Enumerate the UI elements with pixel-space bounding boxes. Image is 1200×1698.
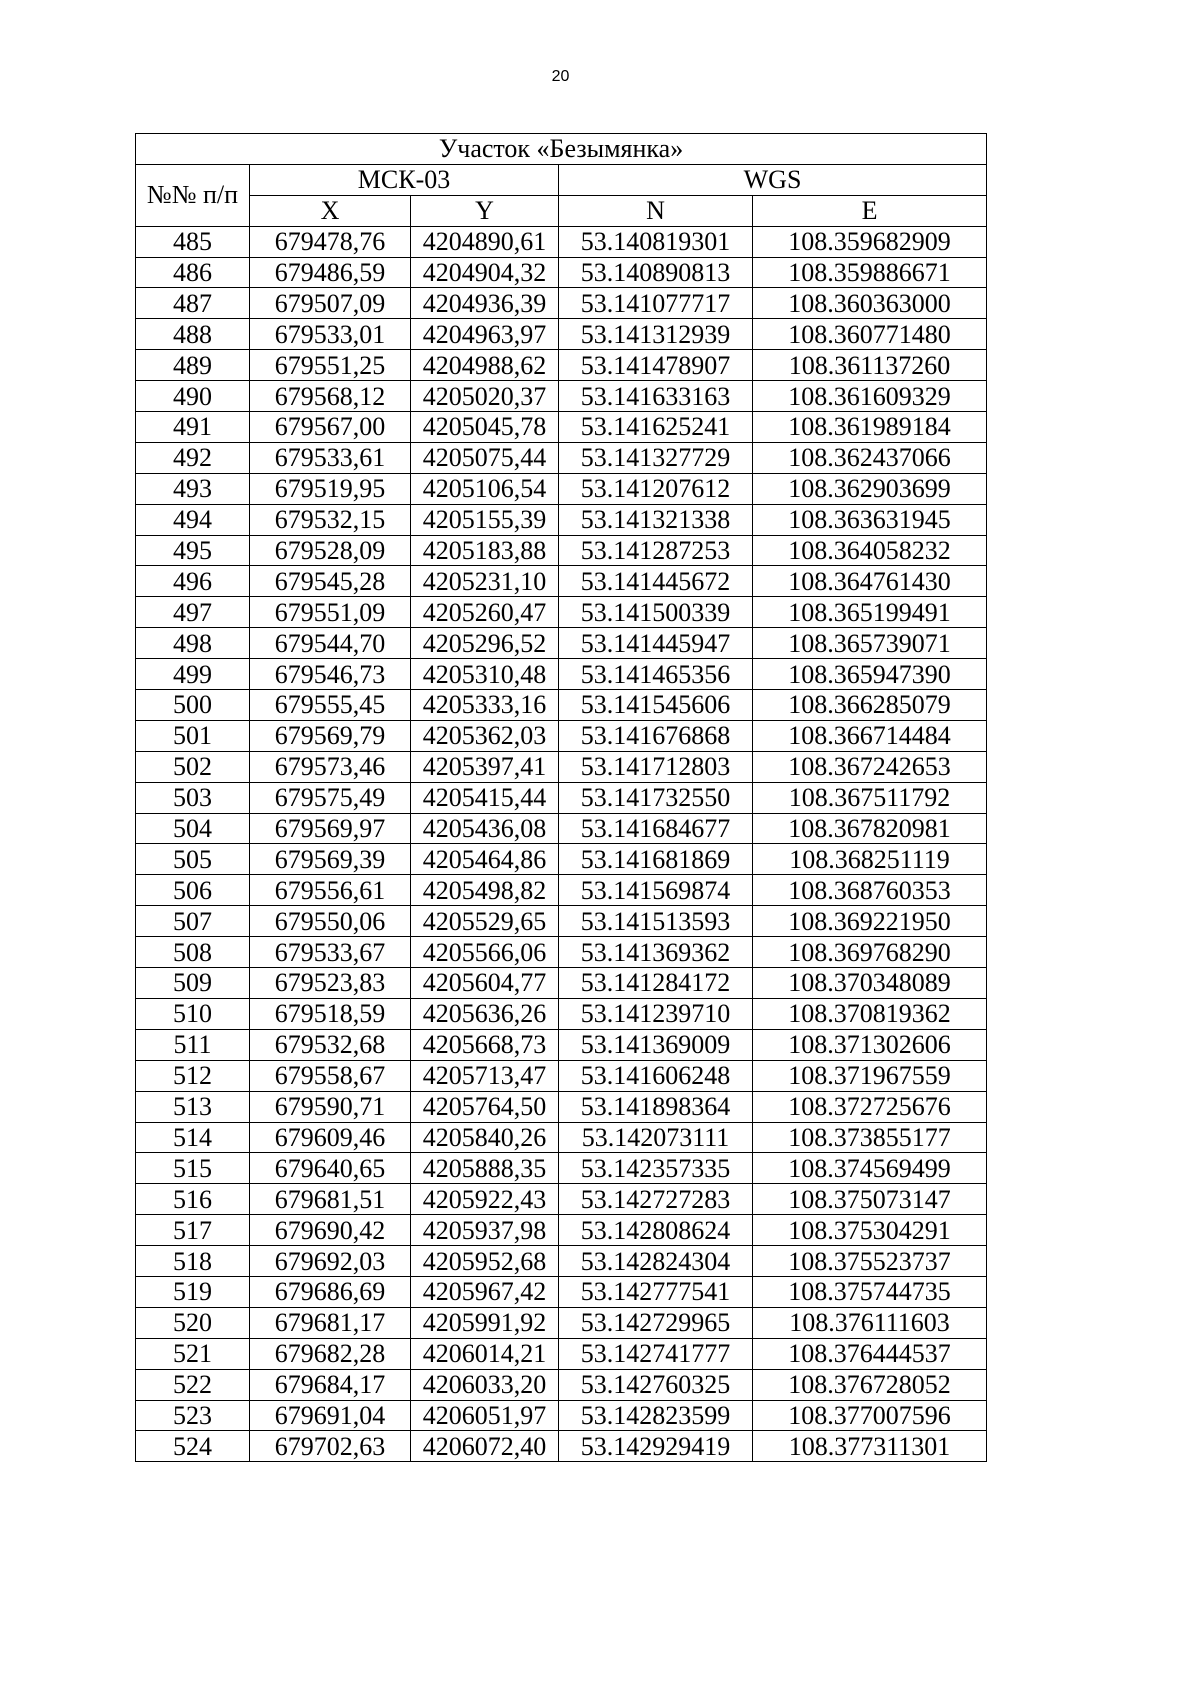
cell-msk-x: 679573,46 [250, 751, 411, 782]
cell-msk-x: 679609,46 [250, 1122, 411, 1153]
cell-wgs-e: 108.365947390 [753, 659, 987, 690]
cell-msk-x: 679640,65 [250, 1153, 411, 1184]
cell-msk-x: 679532,68 [250, 1029, 411, 1060]
cell-msk-y: 4205296,52 [411, 628, 559, 659]
table-row [136, 350, 987, 381]
cell-msk-y: 4204890,61 [411, 226, 559, 257]
table-row [136, 751, 987, 782]
cell-msk-x: 679533,01 [250, 319, 411, 350]
cell-point-number: 523 [136, 1400, 250, 1431]
cell-msk-y: 4205888,35 [411, 1153, 559, 1184]
cell-msk-x: 679569,79 [250, 720, 411, 751]
cell-wgs-e: 108.377007596 [753, 1400, 987, 1431]
cell-point-number: 524 [136, 1431, 250, 1462]
cell-msk-x: 679519,95 [250, 473, 411, 504]
cell-wgs-e: 108.365739071 [753, 628, 987, 659]
cell-wgs-e: 108.362437066 [753, 442, 987, 473]
cell-wgs-n: 53.141500339 [559, 597, 753, 628]
cell-wgs-e: 108.370819362 [753, 998, 987, 1029]
cell-msk-y: 4205333,16 [411, 690, 559, 721]
table-row [136, 1338, 987, 1369]
cell-wgs-n: 53.141239710 [559, 998, 753, 1029]
cell-msk-x: 679702,63 [250, 1431, 411, 1462]
table-row [136, 442, 987, 473]
cell-msk-x: 679569,39 [250, 844, 411, 875]
cell-msk-x: 679686,69 [250, 1276, 411, 1307]
table-row [136, 597, 987, 628]
cell-point-number: 489 [136, 350, 250, 381]
cell-wgs-e: 108.376728052 [753, 1369, 987, 1400]
cell-wgs-n: 53.142777541 [559, 1276, 753, 1307]
cell-point-number: 521 [136, 1338, 250, 1369]
table-row [136, 566, 987, 597]
header-msk: МСК-03 [250, 164, 559, 195]
cell-point-number: 516 [136, 1184, 250, 1215]
cell-wgs-e: 108.359682909 [753, 226, 987, 257]
cell-wgs-e: 108.361609329 [753, 381, 987, 412]
cell-msk-x: 679518,59 [250, 998, 411, 1029]
cell-wgs-e: 108.366714484 [753, 720, 987, 751]
cell-wgs-n: 53.141077717 [559, 288, 753, 319]
cell-point-number: 513 [136, 1091, 250, 1122]
cell-point-number: 487 [136, 288, 250, 319]
cell-wgs-n: 53.141681869 [559, 844, 753, 875]
header-wgs: WGS [559, 164, 987, 195]
cell-wgs-n: 53.141513593 [559, 906, 753, 937]
table-row [136, 1246, 987, 1277]
cell-msk-y: 4205075,44 [411, 442, 559, 473]
cell-point-number: 490 [136, 381, 250, 412]
cell-wgs-n: 53.141312939 [559, 319, 753, 350]
cell-msk-y: 4204936,39 [411, 288, 559, 319]
cell-wgs-e: 108.372725676 [753, 1091, 987, 1122]
cell-msk-x: 679590,71 [250, 1091, 411, 1122]
header-n: N [559, 195, 753, 226]
cell-msk-x: 679568,12 [250, 381, 411, 412]
cell-wgs-e: 108.367511792 [753, 782, 987, 813]
cell-point-number: 510 [136, 998, 250, 1029]
cell-wgs-n: 53.142808624 [559, 1215, 753, 1246]
cell-msk-x: 679478,76 [250, 226, 411, 257]
cell-msk-x: 679681,51 [250, 1184, 411, 1215]
cell-wgs-n: 53.142824304 [559, 1246, 753, 1277]
cell-msk-x: 679486,59 [250, 257, 411, 288]
cell-wgs-n: 53.141369362 [559, 937, 753, 968]
cell-point-number: 502 [136, 751, 250, 782]
cell-msk-y: 4206033,20 [411, 1369, 559, 1400]
table-row [136, 1029, 987, 1060]
cell-msk-y: 4205415,44 [411, 782, 559, 813]
cell-point-number: 496 [136, 566, 250, 597]
cell-msk-x: 679533,61 [250, 442, 411, 473]
cell-msk-y: 4204963,97 [411, 319, 559, 350]
cell-msk-y: 4206051,97 [411, 1400, 559, 1431]
cell-point-number: 517 [136, 1215, 250, 1246]
cell-point-number: 515 [136, 1153, 250, 1184]
table-row [136, 968, 987, 999]
cell-wgs-n: 53.141606248 [559, 1060, 753, 1091]
cell-point-number: 505 [136, 844, 250, 875]
cell-point-number: 499 [136, 659, 250, 690]
table-row [136, 875, 987, 906]
cell-point-number: 485 [136, 226, 250, 257]
cell-wgs-e: 108.370348089 [753, 968, 987, 999]
cell-point-number: 509 [136, 968, 250, 999]
table-row [136, 844, 987, 875]
cell-wgs-e: 108.368251119 [753, 844, 987, 875]
table-row [136, 628, 987, 659]
cell-point-number: 498 [136, 628, 250, 659]
cell-msk-x: 679523,83 [250, 968, 411, 999]
cell-wgs-e: 108.367242653 [753, 751, 987, 782]
cell-wgs-e: 108.364058232 [753, 535, 987, 566]
cell-wgs-n: 53.141369009 [559, 1029, 753, 1060]
table-header [136, 134, 987, 227]
cell-msk-x: 679551,25 [250, 350, 411, 381]
cell-wgs-n: 53.141898364 [559, 1091, 753, 1122]
cell-wgs-e: 108.376444537 [753, 1338, 987, 1369]
cell-wgs-e: 108.368760353 [753, 875, 987, 906]
table-row [136, 1215, 987, 1246]
table-row [136, 1369, 987, 1400]
cell-msk-y: 4205636,26 [411, 998, 559, 1029]
cell-msk-y: 4205713,47 [411, 1060, 559, 1091]
cell-msk-y: 4205106,54 [411, 473, 559, 504]
cell-msk-y: 4205045,78 [411, 412, 559, 443]
cell-msk-y: 4204904,32 [411, 257, 559, 288]
cell-wgs-n: 53.141207612 [559, 473, 753, 504]
cell-msk-y: 4205922,43 [411, 1184, 559, 1215]
table-body [136, 226, 987, 1462]
cell-wgs-e: 108.365199491 [753, 597, 987, 628]
cell-wgs-e: 108.363631945 [753, 504, 987, 535]
cell-msk-x: 679681,17 [250, 1307, 411, 1338]
table-title-row [136, 134, 987, 165]
cell-msk-x: 679691,04 [250, 1400, 411, 1431]
table-row [136, 998, 987, 1029]
cell-msk-y: 4205566,06 [411, 937, 559, 968]
cell-msk-x: 679555,45 [250, 690, 411, 721]
cell-wgs-n: 53.140819301 [559, 226, 753, 257]
cell-wgs-n: 53.142760325 [559, 1369, 753, 1400]
cell-msk-y: 4205183,88 [411, 535, 559, 566]
cell-point-number: 486 [136, 257, 250, 288]
cell-point-number: 507 [136, 906, 250, 937]
cell-msk-x: 679546,73 [250, 659, 411, 690]
cell-wgs-e: 108.364761430 [753, 566, 987, 597]
cell-point-number: 500 [136, 690, 250, 721]
cell-point-number: 491 [136, 412, 250, 443]
cell-msk-y: 4205260,47 [411, 597, 559, 628]
cell-wgs-e: 108.369768290 [753, 937, 987, 968]
table-row [136, 659, 987, 690]
table-row [136, 473, 987, 504]
cell-wgs-n: 53.142741777 [559, 1338, 753, 1369]
cell-wgs-e: 108.361989184 [753, 412, 987, 443]
cell-msk-x: 679684,17 [250, 1369, 411, 1400]
table-row [136, 906, 987, 937]
cell-wgs-e: 108.360363000 [753, 288, 987, 319]
table-row [136, 319, 987, 350]
cell-msk-y: 4206014,21 [411, 1338, 559, 1369]
cell-msk-y: 4205397,41 [411, 751, 559, 782]
table-subheader-row [136, 195, 987, 226]
table-row [136, 288, 987, 319]
cell-point-number: 493 [136, 473, 250, 504]
page-number: 20 [551, 68, 570, 85]
cell-msk-y: 4205668,73 [411, 1029, 559, 1060]
cell-wgs-e: 108.371967559 [753, 1060, 987, 1091]
cell-msk-x: 679545,28 [250, 566, 411, 597]
table-row [136, 1431, 987, 1462]
cell-msk-x: 679556,61 [250, 875, 411, 906]
cell-msk-y: 4205991,92 [411, 1307, 559, 1338]
table-row [136, 412, 987, 443]
cell-msk-y: 4205362,03 [411, 720, 559, 751]
cell-wgs-n: 53.141478907 [559, 350, 753, 381]
cell-wgs-n: 53.141732550 [559, 782, 753, 813]
cell-wgs-e: 108.360771480 [753, 319, 987, 350]
cell-wgs-e: 108.374569499 [753, 1153, 987, 1184]
cell-msk-x: 679690,42 [250, 1215, 411, 1246]
cell-msk-x: 679507,09 [250, 288, 411, 319]
cell-wgs-e: 108.367820981 [753, 813, 987, 844]
table-row [136, 1060, 987, 1091]
cell-wgs-n: 53.142729965 [559, 1307, 753, 1338]
cell-msk-y: 4205967,42 [411, 1276, 559, 1307]
cell-wgs-n: 53.142727283 [559, 1184, 753, 1215]
table-row [136, 1184, 987, 1215]
header-y: Y [411, 195, 559, 226]
cell-point-number: 506 [136, 875, 250, 906]
cell-wgs-e: 108.373855177 [753, 1122, 987, 1153]
cell-wgs-e: 108.375744735 [753, 1276, 987, 1307]
cell-point-number: 520 [136, 1307, 250, 1338]
cell-wgs-e: 108.361137260 [753, 350, 987, 381]
table-row [136, 1153, 987, 1184]
cell-point-number: 492 [136, 442, 250, 473]
cell-msk-y: 4205310,48 [411, 659, 559, 690]
cell-msk-x: 679551,09 [250, 597, 411, 628]
cell-wgs-e: 108.362903699 [753, 473, 987, 504]
cell-wgs-e: 108.377311301 [753, 1431, 987, 1462]
cell-point-number: 518 [136, 1246, 250, 1277]
cell-wgs-n: 53.141284172 [559, 968, 753, 999]
cell-wgs-e: 108.375523737 [753, 1246, 987, 1277]
cell-wgs-n: 53.142073111 [559, 1122, 753, 1153]
header-x: X [250, 195, 411, 226]
cell-wgs-n: 53.141625241 [559, 412, 753, 443]
cell-wgs-n: 53.142929419 [559, 1431, 753, 1462]
cell-wgs-n: 53.142357335 [559, 1153, 753, 1184]
cell-msk-y: 4205020,37 [411, 381, 559, 412]
cell-msk-y: 4205840,26 [411, 1122, 559, 1153]
cell-msk-x: 679544,70 [250, 628, 411, 659]
cell-point-number: 519 [136, 1276, 250, 1307]
cell-wgs-n: 53.141633163 [559, 381, 753, 412]
cell-wgs-n: 53.141676868 [559, 720, 753, 751]
cell-wgs-n: 53.141445672 [559, 566, 753, 597]
cell-wgs-e: 108.375304291 [753, 1215, 987, 1246]
cell-wgs-n: 53.141327729 [559, 442, 753, 473]
table-row [136, 535, 987, 566]
coordinates-table [135, 133, 987, 1462]
cell-msk-x: 679550,06 [250, 906, 411, 937]
cell-point-number: 512 [136, 1060, 250, 1091]
cell-msk-x: 679575,49 [250, 782, 411, 813]
cell-wgs-n: 53.140890813 [559, 257, 753, 288]
cell-wgs-n: 53.142823599 [559, 1400, 753, 1431]
cell-msk-y: 4205231,10 [411, 566, 559, 597]
cell-point-number: 504 [136, 813, 250, 844]
cell-msk-x: 679528,09 [250, 535, 411, 566]
header-e: E [753, 195, 987, 226]
table-row [136, 1091, 987, 1122]
cell-msk-y: 4205937,98 [411, 1215, 559, 1246]
cell-point-number: 495 [136, 535, 250, 566]
cell-wgs-n: 53.141465356 [559, 659, 753, 690]
cell-msk-y: 4205436,08 [411, 813, 559, 844]
cell-point-number: 503 [136, 782, 250, 813]
cell-msk-y: 4205498,82 [411, 875, 559, 906]
table-row [136, 1400, 987, 1431]
cell-msk-y: 4205604,77 [411, 968, 559, 999]
table-row [136, 1122, 987, 1153]
cell-msk-y: 4205764,50 [411, 1091, 559, 1122]
cell-msk-y: 4205529,65 [411, 906, 559, 937]
cell-msk-y: 4205464,86 [411, 844, 559, 875]
cell-point-number: 494 [136, 504, 250, 535]
table-row [136, 1307, 987, 1338]
cell-wgs-n: 53.141545606 [559, 690, 753, 721]
cell-wgs-n: 53.141684677 [559, 813, 753, 844]
table-header-row [136, 164, 987, 195]
cell-wgs-e: 108.366285079 [753, 690, 987, 721]
table-row [136, 226, 987, 257]
cell-msk-x: 679569,97 [250, 813, 411, 844]
header-point-number: №№ п/п [136, 164, 250, 226]
cell-point-number: 511 [136, 1029, 250, 1060]
cell-wgs-n: 53.141287253 [559, 535, 753, 566]
table-title: Участок «Безымянка» [136, 134, 987, 165]
table-row [136, 782, 987, 813]
table-row [136, 257, 987, 288]
cell-wgs-n: 53.141321338 [559, 504, 753, 535]
cell-wgs-n: 53.141445947 [559, 628, 753, 659]
cell-point-number: 508 [136, 937, 250, 968]
table-row [136, 720, 987, 751]
table-row [136, 1276, 987, 1307]
table-row [136, 690, 987, 721]
cell-wgs-e: 108.371302606 [753, 1029, 987, 1060]
cell-wgs-e: 108.375073147 [753, 1184, 987, 1215]
cell-point-number: 501 [136, 720, 250, 751]
cell-point-number: 488 [136, 319, 250, 350]
cell-msk-x: 679682,28 [250, 1338, 411, 1369]
cell-msk-y: 4204988,62 [411, 350, 559, 381]
table-row [136, 381, 987, 412]
cell-point-number: 497 [136, 597, 250, 628]
cell-msk-x: 679533,67 [250, 937, 411, 968]
cell-wgs-n: 53.141712803 [559, 751, 753, 782]
cell-msk-y: 4205952,68 [411, 1246, 559, 1277]
cell-point-number: 522 [136, 1369, 250, 1400]
cell-msk-y: 4206072,40 [411, 1431, 559, 1462]
cell-wgs-e: 108.369221950 [753, 906, 987, 937]
cell-wgs-e: 108.376111603 [753, 1307, 987, 1338]
cell-msk-x: 679532,15 [250, 504, 411, 535]
cell-msk-x: 679558,67 [250, 1060, 411, 1091]
cell-wgs-n: 53.141569874 [559, 875, 753, 906]
cell-msk-y: 4205155,39 [411, 504, 559, 535]
table-row [136, 937, 987, 968]
cell-point-number: 514 [136, 1122, 250, 1153]
table-row [136, 813, 987, 844]
table-row [136, 504, 987, 535]
cell-msk-x: 679692,03 [250, 1246, 411, 1277]
cell-msk-x: 679567,00 [250, 412, 411, 443]
cell-wgs-e: 108.359886671 [753, 257, 987, 288]
